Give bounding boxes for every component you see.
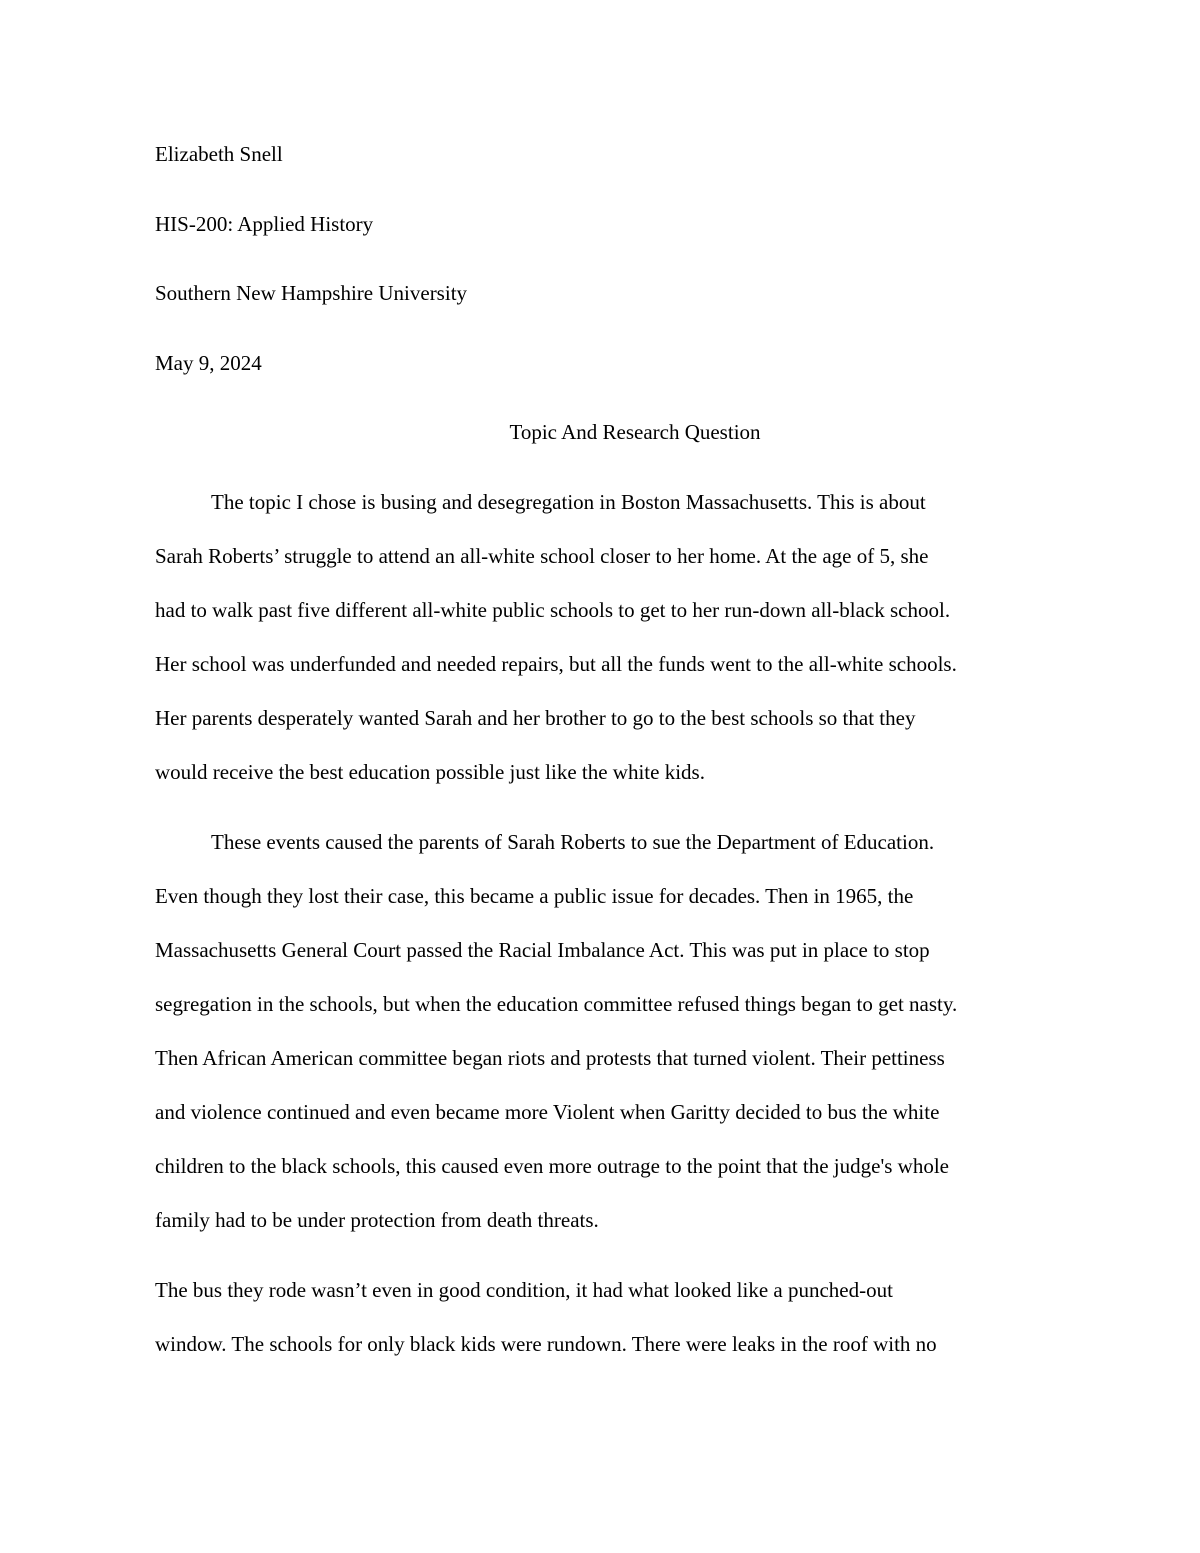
course-name: HIS-200: Applied History: [155, 211, 374, 236]
paragraph-line: Her parents desperately wanted Sarah and her brother to go to the best schools so that they: [155, 705, 916, 730]
paragraph-line: Then African American committee began riots and protests that turned violent. Their pettiness: [155, 1045, 945, 1070]
document-date: May 9, 2024: [155, 350, 262, 375]
paragraph-line: Her school was underfunded and needed repairs, but all the funds went to the all-white schools.: [155, 651, 957, 676]
paragraph-line: would receive the best education possible just like the white kids.: [155, 759, 705, 784]
paragraph-line: and violence continued and even became more Violent when Garitty decided to bus the white: [155, 1099, 940, 1124]
paragraph-line: segregation in the schools, but when the education committee refused things began to get nasty.: [155, 991, 958, 1016]
paragraph-2: [155, 830, 1055, 1262]
paragraph-line: children to the black schools, this caused even more outrage to the point that the judge's whole: [155, 1153, 949, 1178]
paragraph-line: The bus they rode wasn’t even in good condition, it had what looked like a punched-out: [155, 1277, 893, 1302]
paragraph-line: The topic I chose is busing and desegregation in Boston Massachusetts. This is about: [211, 489, 926, 514]
paragraph-line: Sarah Roberts’ struggle to attend an all-white school closer to her home. At the age of 5, she: [155, 543, 929, 568]
paragraph-line: Massachusetts General Court passed the Racial Imbalance Act. This was put in place to stop: [155, 937, 930, 962]
paragraph-line: family had to be under protection from death threats.: [155, 1207, 599, 1232]
paragraph-line: These events caused the parents of Sarah Roberts to sue the Department of Education.: [211, 829, 935, 854]
document-title: Topic And Research Question: [509, 420, 761, 444]
paragraph-line: Even though they lost their case, this became a public issue for decades. Then in 1965, the: [155, 883, 914, 908]
paragraph-1: [155, 490, 1055, 814]
institution-name: Southern New Hampshire University: [155, 281, 468, 305]
paragraph-line: had to walk past five different all-white public schools to get to her run-down all-black school.: [155, 597, 951, 622]
paragraph-line: window. The schools for only black kids were rundown. There were leaks in the roof with no: [155, 1331, 937, 1356]
author-name: Elizabeth Snell: [155, 142, 283, 166]
document-body: [155, 142, 1055, 1402]
paragraph-3: [155, 1278, 1055, 1386]
